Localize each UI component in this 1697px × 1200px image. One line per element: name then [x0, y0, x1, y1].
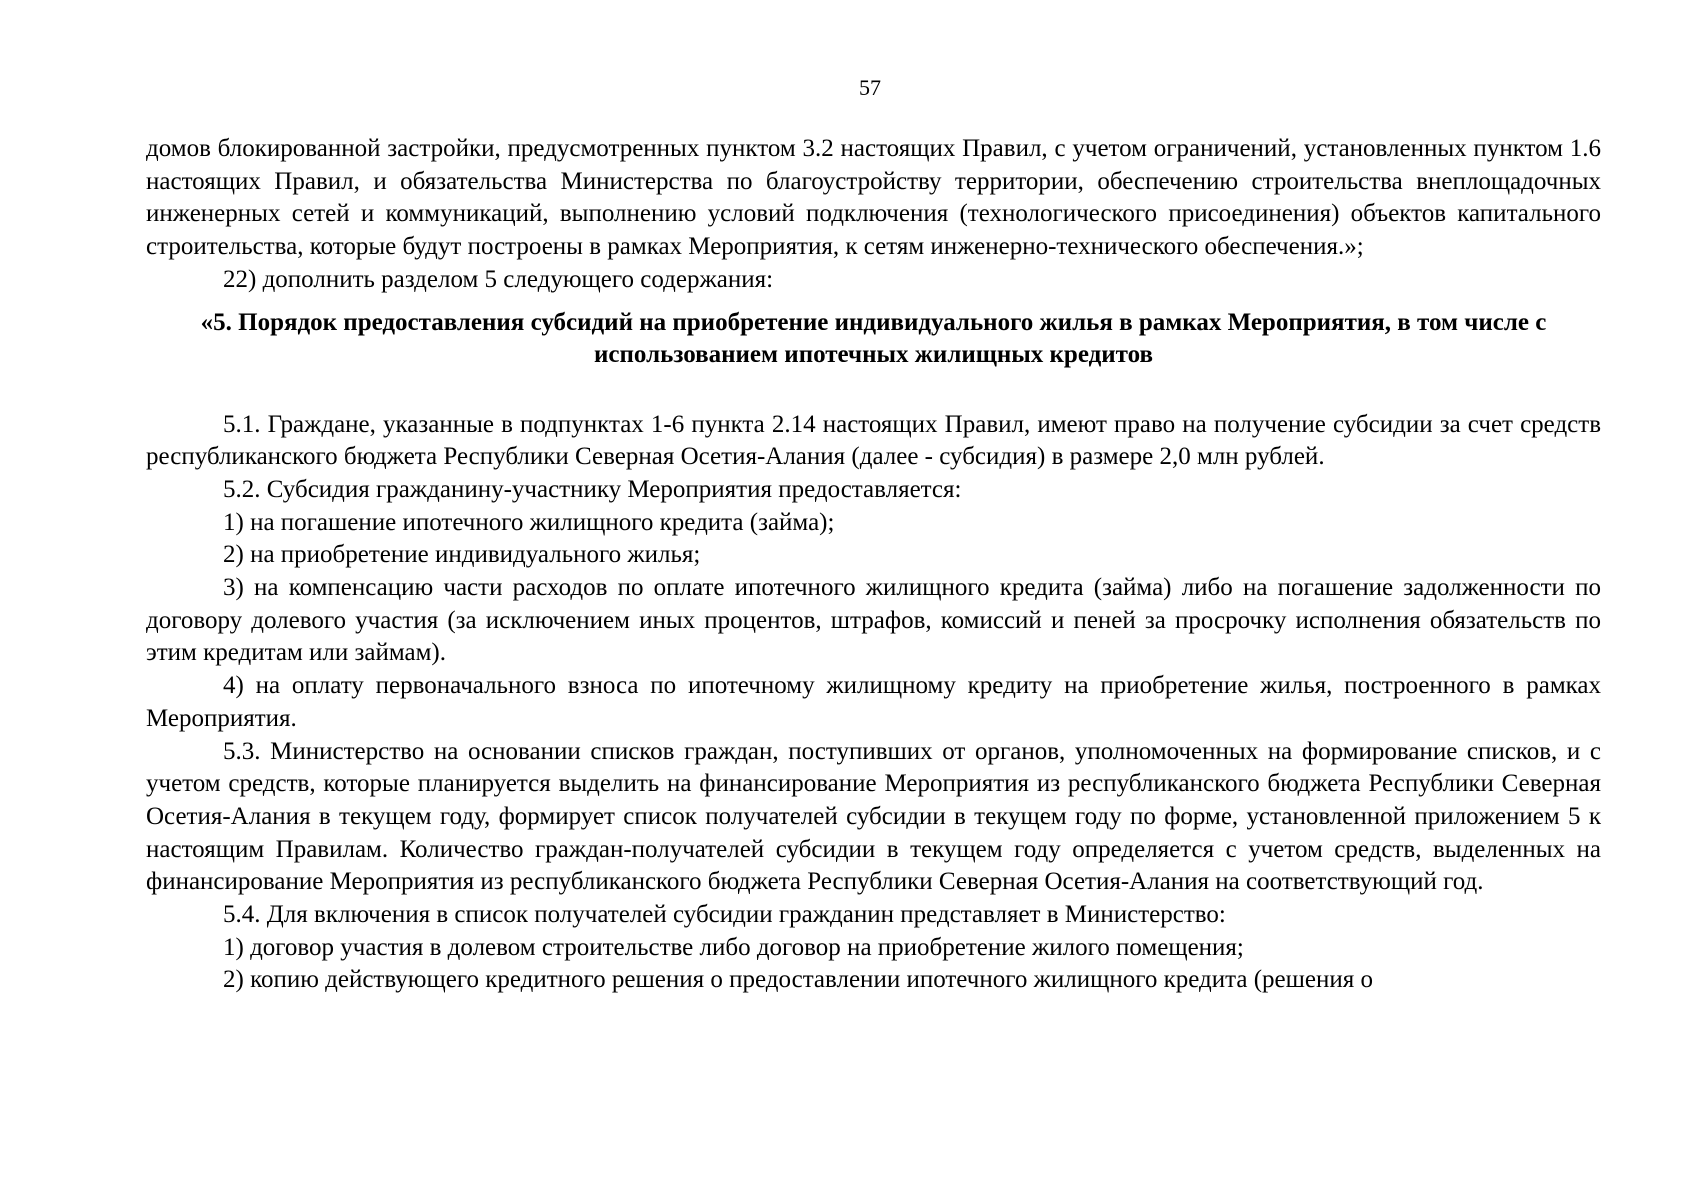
list-item-5-2-4: 4) на оплату первоначального взноса по ипотечному жилищному кредиту на приобретение жилья, построенного в рамках Мероприятия. — [146, 672, 1601, 732]
paragraph-5-3: 5.3. Министерство на основании списков граждан, поступивших от органов, уполномоченных на формирование списков, и с учетом средств, которые планируется выделить на финансирование Мероприятия из республиканского бюджета Республики Северная Осетия-Алания в текущем году, формирует список получателей субсидии в текущем году по форме, установленной приложением 5 к настоящим Правилам. Количество граждан-получателей субсидии в текущем году определяется с учетом средств, выделенных на финансирование Мероприятия из республиканского бюджета Республики Северная Осетия-Алания на соответствующий год. — [146, 737, 1601, 896]
paragraph-amendment-22: 22) дополнить разделом 5 следующего содержания: — [223, 265, 774, 293]
page-number: 57 — [859, 75, 881, 100]
paragraph-5-2: 5.2. Субсидия гражданину-участнику Мероприятия предоставляется: — [223, 475, 962, 503]
list-item-5-2-2: 2) на приобретение индивидуального жилья; — [223, 541, 701, 569]
list-item-5-4-1: 1) договор участия в долевом строительстве либо договор на приобретение жилого помещения; — [223, 933, 1244, 961]
document-body — [146, 133, 1601, 997]
list-item-5-2-3: 3) на компенсацию части расходов по оплате ипотечного жилищного кредита (займа) либо на погашение задолженности по договору долевого участия (за исключением иных процентов, штрафов, комиссий и пеней за просрочку исполнения обязательств по этим кредитам или займам). — [146, 574, 1601, 667]
paragraph-continuation: домов блокированной застройки, предусмотренных пунктом 3.2 настоящих Правил, с учетом ограничений, установленных пунктом 1.6 настоящих Правил, и обязательства Министерства по благоустройству территории, обеспечению строительства внеплощадочных инженерных сетей и коммуникаций, выполнению условий подключения (технологического присоединения) объектов капитального строительства, которые будут построены в рамках Мероприятия, к сетям инженерно-технического обеспечения.»; — [146, 135, 1601, 261]
paragraph-5-4: 5.4. Для включения в список получателей субсидии гражданин представляет в Министерство: — [223, 901, 1226, 929]
list-item-5-4-2: 2) копию действующего кредитного решения о предоставлении ипотечного жилищного кредита (решения о — [223, 966, 1373, 994]
paragraph-5-1: 5.1. Граждане, указанные в подпунктах 1-6 пункта 2.14 настоящих Правил, имеют право на получение субсидии за счет средств республиканского бюджета Республики Северная Осетия-Алания (далее - субсидия) в размере 2,0 млн рублей. — [146, 410, 1601, 471]
list-item-5-2-1: 1) на погашение ипотечного жилищного кредита (займа); — [223, 508, 835, 536]
section-heading: «5. Порядок предоставления субсидий на приобретение индивидуального жилья в рамках Мероприятия, в том числе с использованием ипотечных жилищных кредитов — [200, 308, 1547, 368]
